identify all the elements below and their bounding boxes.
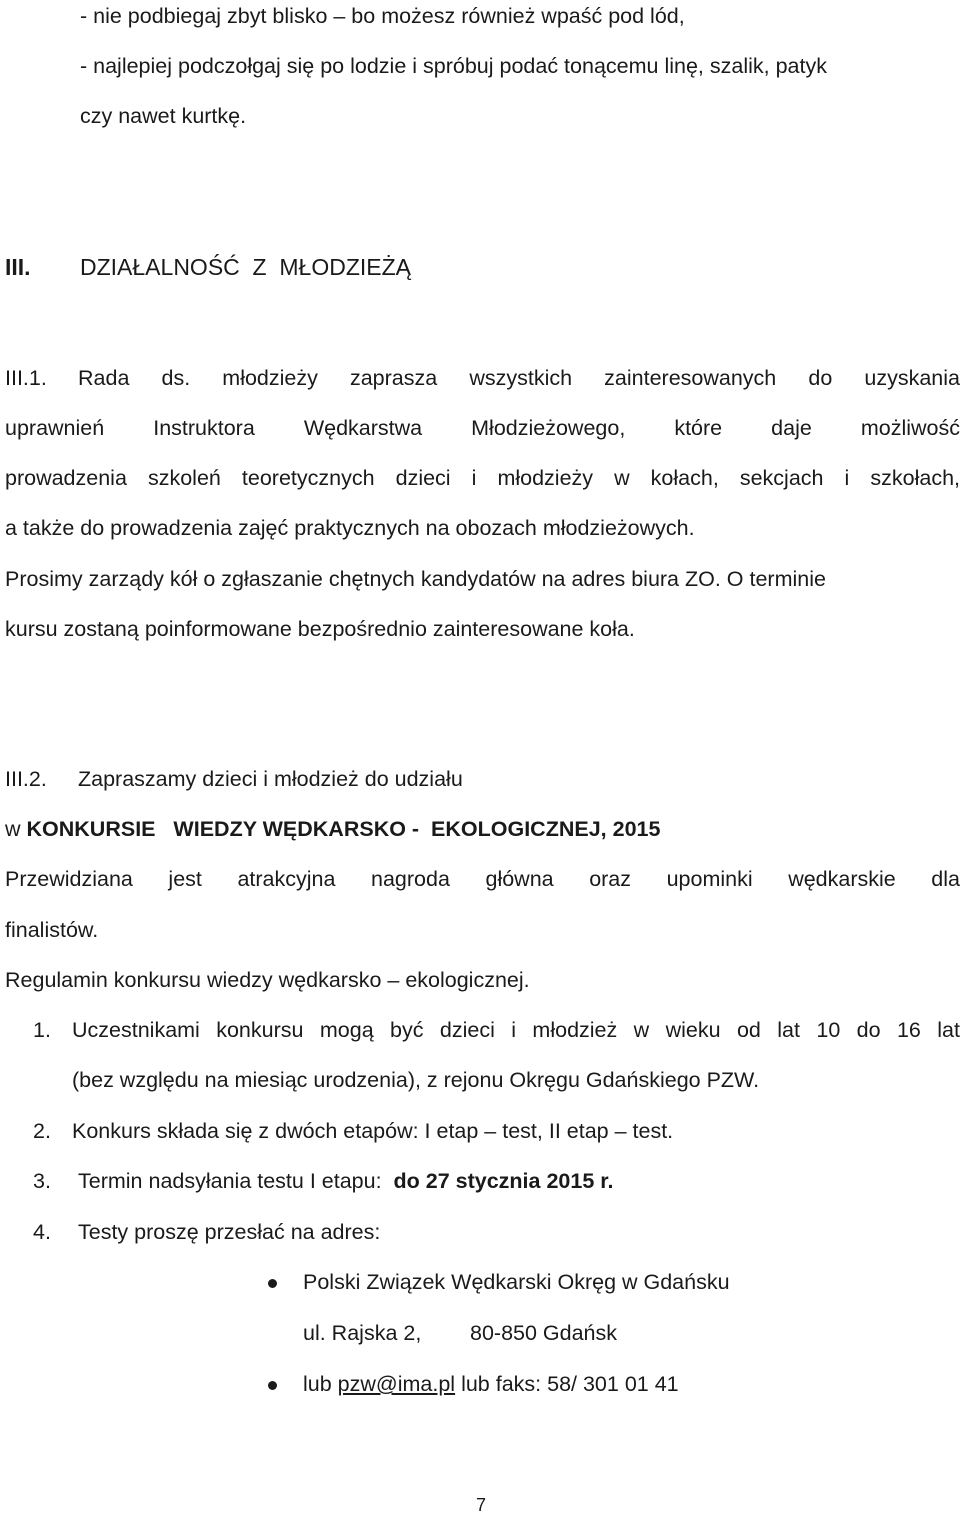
- address-line-1: Polski Związek Wędkarski Okręg w Gdańsku: [303, 1270, 730, 1294]
- section-number: III.: [5, 254, 31, 280]
- p31-line-4: a także do prowadzenia zajęć praktycznych na obozach młodzieżowych.: [5, 516, 695, 540]
- p31-line-6: kursu zostaną poinformowane bezpośrednio zainteresowane koła.: [5, 617, 635, 641]
- contact-line: [303, 1374, 679, 1396]
- contest-name: KONKURSIE WIEDZY WĘDKARSKO - EKOLOGICZNEJ, 2015: [26, 817, 661, 841]
- rule-2-number: 2.: [33, 1119, 51, 1143]
- email-link[interactable]: pzw@ima.pl: [337, 1372, 456, 1396]
- p32-heading: Zapraszamy dzieci i młodzież do udziału: [78, 767, 463, 791]
- rule-1-text: Uczestnikami konkursu mogą być dzieci i młodzież w wieku od lat 10 do 16 lat: [72, 1018, 960, 1042]
- p32-number: III.2.: [5, 767, 47, 791]
- rule-2-text: Konkurs składa się z dwóch etapów: I etap – test, II etap – test.: [72, 1119, 674, 1143]
- rule-3-text: Termin nadsyłania testu I etapu:: [78, 1169, 394, 1193]
- bullet-icon: [268, 1279, 277, 1288]
- prize-line-1: Przewidziana jest atrakcyjna nagroda główna oraz upominki wędkarskie dla: [5, 867, 960, 891]
- address-street: ul. Rajska 2,: [303, 1321, 422, 1345]
- fax-text: lub faks: 58/ 301 01 41: [455, 1372, 679, 1396]
- p31-line-5: Prosimy zarządy kół o zgłaszanie chętnych kandydatów na adres biura ZO. O terminie: [5, 567, 826, 591]
- rule-3-deadline: do 27 stycznia 2015 r.: [393, 1169, 614, 1193]
- p31-line-2: uprawnień Instruktora Wędkarstwa Młodzieżowego, które daje możliwość: [5, 416, 960, 440]
- intro-line-2: - najlepiej podczołgaj się po lodzie i spróbuj podać tonącemu linę, szalik, patyk: [80, 54, 827, 78]
- contest-prefix: w: [5, 817, 27, 841]
- contest-line: [5, 819, 660, 841]
- contact-or: lub: [303, 1372, 338, 1396]
- rule-3-number: 3.: [33, 1169, 51, 1193]
- rule-1-continued: (bez względu na miesiąc urodzenia), z rejonu Okręgu Gdańskiego PZW.: [72, 1068, 760, 1092]
- bullet-icon: [268, 1381, 277, 1390]
- page-number: 7: [476, 1495, 487, 1515]
- rule-4-text: Testy proszę przesłać na adres:: [78, 1220, 381, 1244]
- rules-title: Regulamin konkursu wiedzy wędkarsko – ekologicznej.: [5, 968, 530, 992]
- address-postal: 80-850 Gdańsk: [470, 1321, 618, 1345]
- rule-3-line: [78, 1171, 613, 1193]
- p31-number: III.1.: [5, 366, 47, 390]
- rule-1-number: 1.: [33, 1018, 51, 1042]
- p31-line-1: Rada ds. młodzieży zaprasza wszystkich zainteresowanych do uzyskania: [78, 366, 960, 390]
- rule-4-number: 4.: [33, 1220, 51, 1244]
- prize-line-2: finalistów.: [5, 918, 99, 942]
- intro-line-3: czy nawet kurtkę.: [80, 104, 247, 128]
- section-title: DZIAŁALNOŚĆ Z MŁODZIEŻĄ: [80, 254, 411, 280]
- intro-line-1: - nie podbiegaj zbyt blisko – bo możesz również wpaść pod lód,: [80, 4, 685, 28]
- p31-line-3: prowadzenia szkoleń teoretycznych dzieci i młodzieży w kołach, sekcjach i szkołach,: [5, 466, 960, 490]
